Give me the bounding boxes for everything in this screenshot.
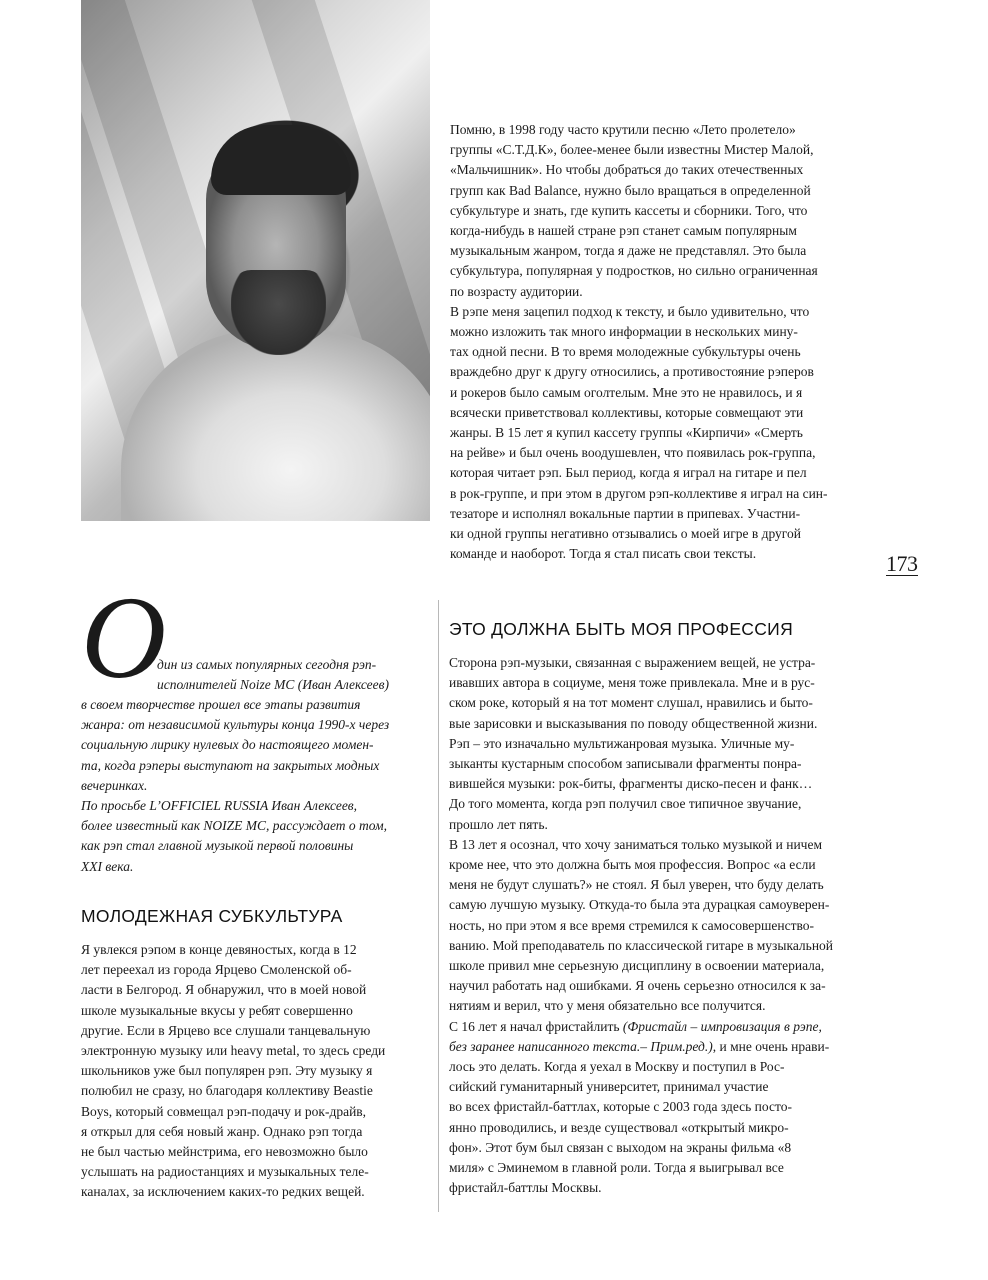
column-divider	[438, 600, 439, 1212]
drop-cap: О	[81, 572, 167, 703]
hair-shape	[211, 125, 351, 195]
section-heading-profession: ЭТО ДОЛЖНА БЫТЬ МОЯ ПРОФЕССИЯ	[449, 619, 794, 639]
hoodie-shape	[121, 330, 430, 521]
article-text-right-part3: , и мне очень нрави- лось это делать. Когда я уехал в Москву и поступил в Рос- сийский гуманитарный университет, принимал участие во всех фристайл-баттлах, которые с 2003 года здесь посто- янно проводились, и везде существовал «открытый микро- фон». Этот бум был связан с выходом на экраны фильма «8 миля» с Эминемом в главной роли. Тогда я выигрывал все фристайл-баттлы Москвы.	[449, 1038, 830, 1196]
article-text-left: Я увлекся рэпом в конце девяностых, когда в 12 лет переехал из города Ярцево Смоленской об- ласти в Белгород. Я обнаружил, что в моей новой школе музыкальные вкусы у ребят совершенно другие. Если в Ярцево все слушали танцевальную электронную музыку или heavy metal, то здесь среди школьников уже был популярен рэп. Эту музыку я полюбил не сразу, но благодаря коллективу Beastie Boys, который совмещал рэп-подачу и рок-драйв, я открыл для себя новый жанр. Однако рэп тогда не был частью мейнстрима, его невозможно было услышать на радиостанциях и музыкальных теле- каналах, за исключением каких-то редких вещей.	[81, 942, 386, 1200]
beard-shape	[231, 270, 326, 355]
article-text-right	[449, 653, 869, 1198]
article-text-right-part2: С 16 лет я начал фристайлить	[449, 1018, 623, 1034]
page-number: 173	[886, 551, 918, 576]
intro-first-lines: дин из самых популярных сегодня рэп- исполнителей Noize MC (Иван Алексеев)	[157, 657, 389, 693]
intro-lead-text: в своем творчестве прошел все этапы развития жанра: от независимой культуры конца 1990-х через социальную лирику нулевых до настоящего момен- та, когда рэперы выступают на закрытых модных вечеринках. По просьбе L’OFFICIEL RUSSIA Иван Алексеев, более известный как NOIZE MC, рассуждает о том, как рэп стал главной музыкой первой половины XXI века.	[81, 697, 390, 874]
editor-note: (Фристайл – импровизация в рэпе, без заранее написанного текста.– Прим.ред.)	[449, 1018, 822, 1054]
portrait-photo	[81, 0, 430, 521]
article-text-right-part1: Сторона рэп-музыки, связанная с выражением вещей, не устра- ивавших автора в социуме, меня тоже привлекала. Мне и в рус- ском роке, который я на тот момент слушал, нравились и быто- вые зарисовки и высказывания по поводу общественной жизни. Рэп – это изначально мультижанровая музыка. Уличные му- зыканты кустарным способом записывали фрагменты понра- вившейся музыки: рок-биты, фрагменты диско-песен и фанк… До того момента, когда рэп получил свое типичное звучание, прошло лет пять. В 13 лет я осознал, что хочу заниматься только музыкой и ничем кроме нее, что это должна быть моя профессия. Вопрос «а если меня не будут слушать?» не стоял. Я был уверен, что буду делать самую лучшую музыку. Откуда-то была эта дурацкая самоуверен- ность, но при этом я все время стремился к самосовершенство- ванию. Мой преподаватель по классической гитаре в музыкальной школе привил мне серьезную дисциплину в освоении материала, научил работать над ошибками. Я очень серьезно относился к за- нятиям и верил, что у меня обязательно все получится.	[449, 655, 834, 1014]
article-text-top-right: Помню, в 1998 году часто крутили песню «Лето пролетело» группы «С.Т.Д.К», более-менее были известны Мистер Малой, «Мальчишник». Но чтобы добраться до таких отечественных групп как Bad Balance, нужно было вращаться в определенной субкультуре и знать, где купить кассеты и сборники. Того, что когда-нибудь в нашей стране рэп станет самым популярным музыкальным жанром, тогда я даже не представлял. Это была субкультура, популярная у подростков, но сильно ограниченная по возрасту аудитории. В рэпе меня зацепил подход к тексту, и было удивительно, что можно изложить так много информации в нескольких мину- тах одной песни. В то время молодежные субкультуры очень враждебно друг к другу относились, а противостояние рэперов и рокеров было самым оголтелым. Мне это не нравилось, и я всячески приветствовал коллективы, которые совмещают эти жанры. В 15 лет я купил кассету группы «Кирпичи» «Смерть на рейве» и был очень воодушевлен, что появилась рок-группа, которая читает рэп. Был период, когда я играл на гитаре и пел в рок-группе, и при этом в другом рэп-коллективе я играл на син- тезаторе и исполнял вокальные партии в припевах. Участни- ки одной группы негативно отзывались о моей игре в другой команде и наоборот. Тогда я стал писать свои тексты.	[450, 122, 828, 562]
section-heading-youth-subculture: МОЛОДЕЖНАЯ СУБКУЛЬТУРА	[81, 906, 343, 926]
